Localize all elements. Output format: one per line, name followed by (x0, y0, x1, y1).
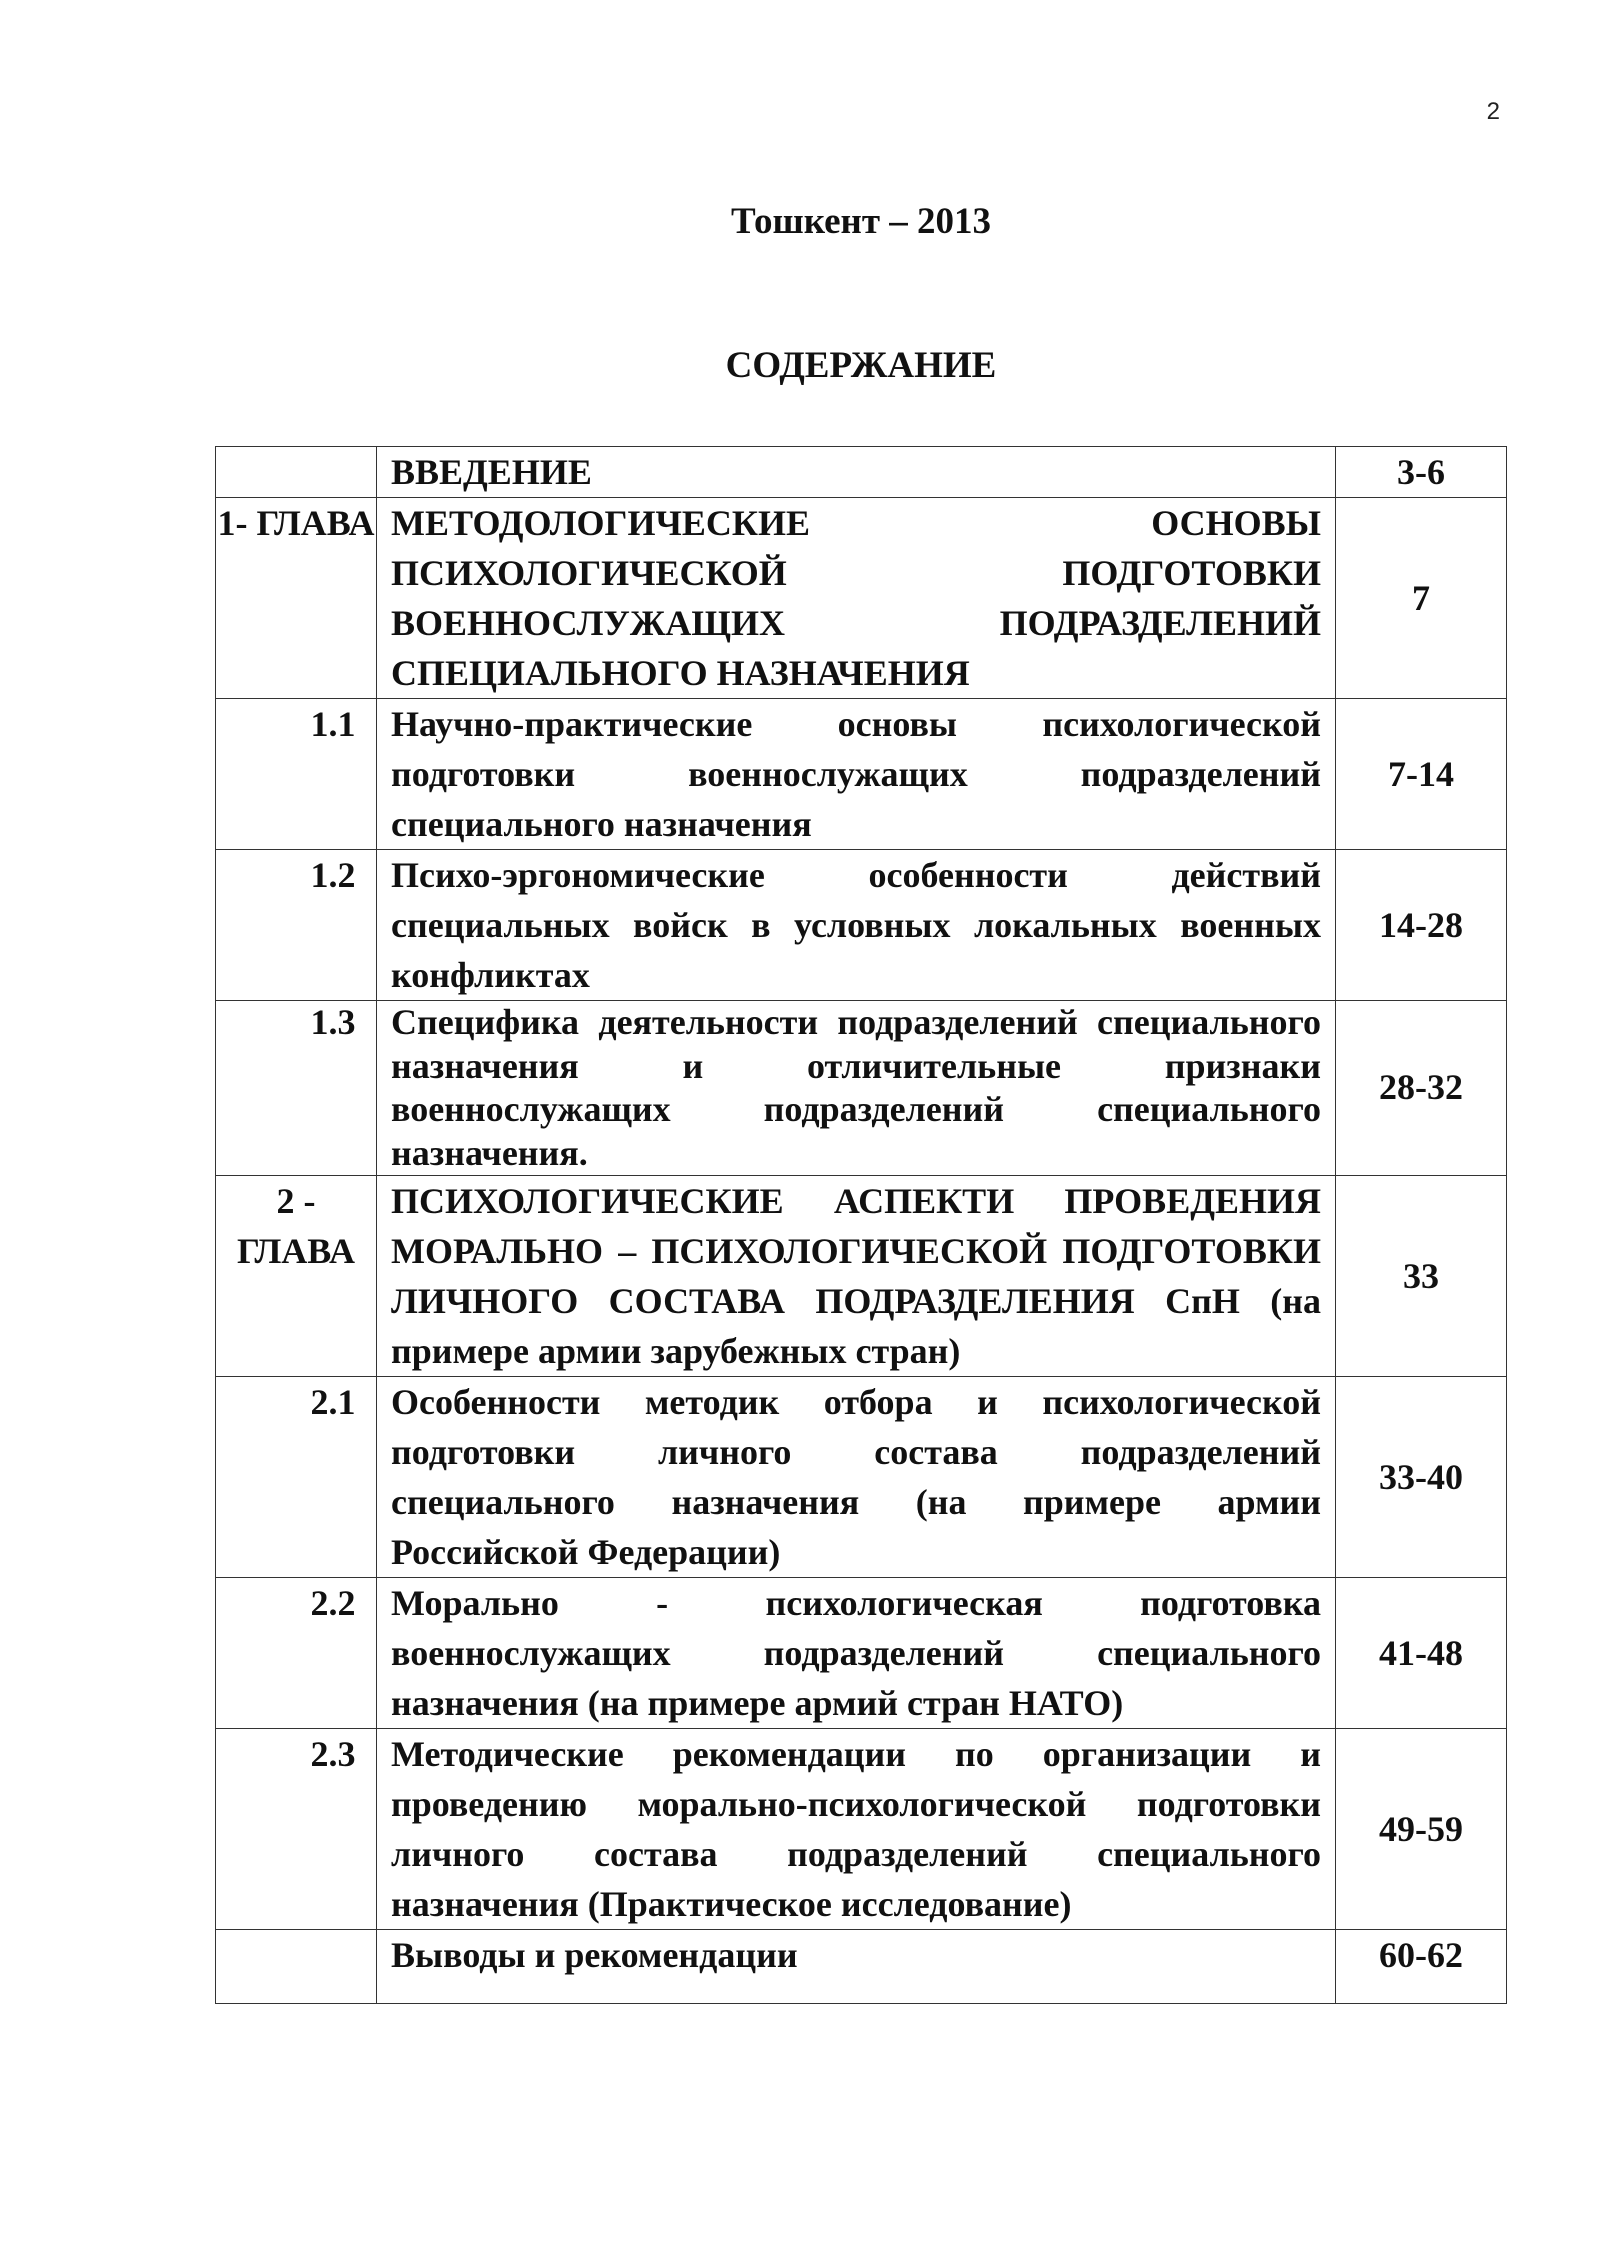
toc-row-2-1 (216, 1377, 1507, 1578)
toc-number (216, 447, 377, 498)
toc-pages: 14-28 (1336, 850, 1507, 1001)
toc-row-1-1 (216, 699, 1507, 850)
toc-number: 2.2 (216, 1578, 377, 1729)
toc-pages: 33 (1336, 1176, 1507, 1377)
toc-row-2-3 (216, 1729, 1507, 1930)
toc-pages: 49-59 (1336, 1729, 1507, 1930)
toc-pages: 7 (1336, 498, 1507, 699)
toc-number: 2.3 (216, 1729, 377, 1930)
toc-title: Выводы и рекомендации (377, 1930, 1336, 2004)
toc-title: Морально - психологическая подготовка военнослужащих подразделений специального назначения (на примере армий стран НАТО) (377, 1578, 1336, 1729)
toc-pages: 33-40 (1336, 1377, 1507, 1578)
toc-row-1-3 (216, 1001, 1507, 1176)
toc-row-chapter-1 (216, 498, 1507, 699)
toc-row-2-2 (216, 1578, 1507, 1729)
toc-row-introduction (216, 447, 1507, 498)
table-of-contents (215, 446, 1507, 2004)
toc-title: Психо-эргономические особенности действий специальных войск в условных локальных военных конфликтах (377, 850, 1336, 1001)
toc-number: 2 - ГЛАВА (216, 1176, 377, 1377)
toc-number: 2.1 (216, 1377, 377, 1578)
toc-title: Особенности методик отбора и психологической подготовки личного состава подразделений специального назначения (на примере армии Российской Федерации) (377, 1377, 1336, 1578)
toc-row-conclusions (216, 1930, 1507, 2004)
toc-title: Методические рекомендации по организации и проведению морально-психологической подготовки личного состава подразделений специального назначения (Практическое исследование) (377, 1729, 1336, 1930)
toc-pages: 7-14 (1336, 699, 1507, 850)
toc-title: Специфика деятельности подразделений специального назначения и отличительные признаки военнослужащих подразделений специального назначения. (377, 1001, 1336, 1176)
contents-heading: СОДЕРЖАНИЕ (725, 345, 997, 386)
toc-title: МЕТОДОЛОГИЧЕСКИЕ ОСНОВЫ ПСИХОЛОГИЧЕСКОЙ ПОДГОТОВКИ ВОЕННОСЛУЖАЩИХ ПОДРАЗДЕЛЕНИЙ СПЕЦИАЛЬНОГО НАЗНАЧЕНИЯ (377, 498, 1336, 699)
toc-row-chapter-2 (216, 1176, 1507, 1377)
page-number: 2 (1486, 98, 1500, 125)
toc-pages: 41-48 (1336, 1578, 1507, 1729)
toc-title: ПСИХОЛОГИЧЕСКИЕ АСПЕКТИ ПРОВЕДЕНИЯ МОРАЛЬНО – ПСИХОЛОГИЧЕСКОЙ ПОДГОТОВКИ ЛИЧНОГО СОСТАВА ПОДРАЗДЕЛЕНИЯ СпН (на примере армии зарубежных стран) (377, 1176, 1336, 1377)
toc-number: 1- ГЛАВА (216, 498, 377, 699)
toc-pages: 3-6 (1336, 447, 1507, 498)
toc-title: ВВЕДЕНИЕ (377, 447, 1336, 498)
toc-title: Научно-практические основы психологической подготовки военнослужащих подразделений специального назначения (377, 699, 1336, 850)
toc-pages: 28-32 (1336, 1001, 1507, 1176)
city-year: Тошкент – 2013 (730, 201, 992, 242)
toc-pages: 60-62 (1336, 1930, 1507, 2004)
toc-row-1-2 (216, 850, 1507, 1001)
toc-number: 1.2 (216, 850, 377, 1001)
toc-number (216, 1930, 377, 2004)
toc-number: 1.1 (216, 699, 377, 850)
toc-number: 1.3 (216, 1001, 377, 1176)
